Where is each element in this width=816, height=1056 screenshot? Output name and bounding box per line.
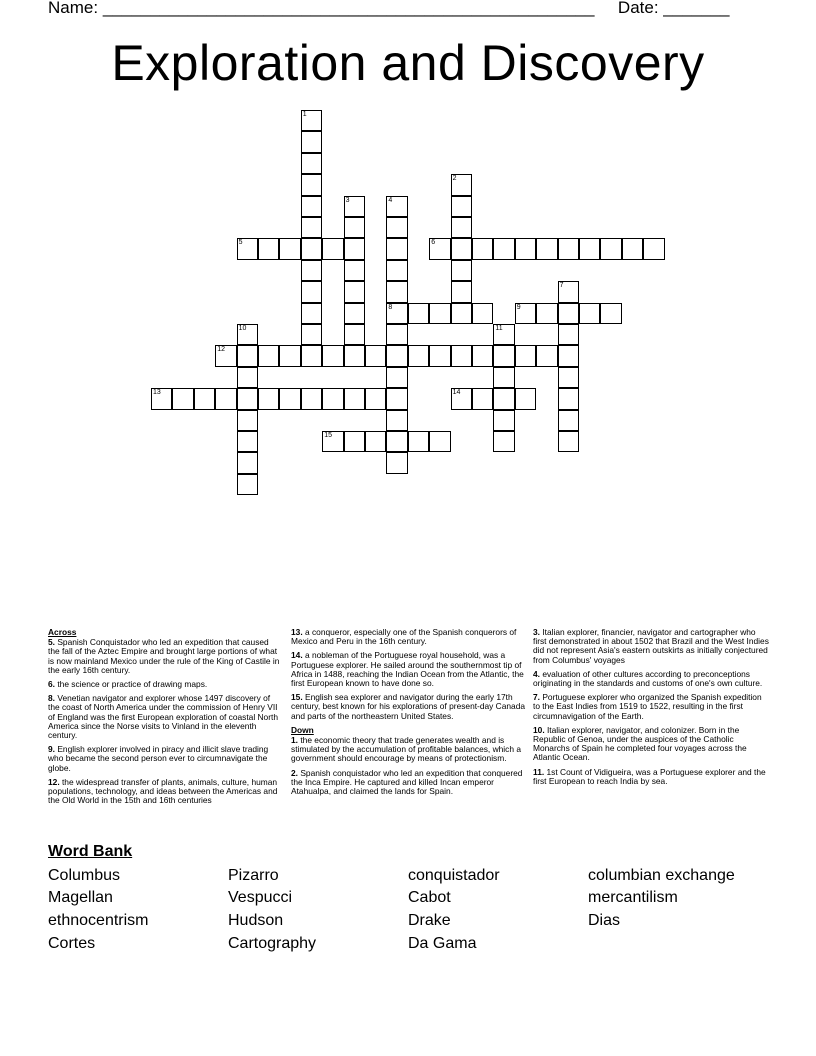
crossword-cell[interactable] — [237, 324, 258, 345]
crossword-cell[interactable] — [237, 238, 258, 259]
crossword-cell[interactable] — [301, 174, 322, 195]
crossword-cell[interactable] — [386, 260, 407, 281]
crossword-cell[interactable] — [579, 303, 600, 324]
crossword-cell[interactable] — [451, 260, 472, 281]
crossword-cell[interactable] — [301, 131, 322, 152]
crossword-cell[interactable] — [536, 303, 557, 324]
crossword-cell[interactable] — [451, 174, 472, 195]
clue-down-7: 7. Portuguese explorer who organized the Spanish expedition to the East Indies from 1519 to 1522, resulting in the first circumnavigation of the Earth. — [533, 692, 762, 721]
name-label: Name: — [48, 0, 99, 17]
crossword-cell[interactable] — [215, 388, 236, 409]
crossword-cell[interactable] — [558, 303, 579, 324]
crossword-cell[interactable] — [579, 238, 600, 259]
crossword-cell[interactable] — [558, 388, 579, 409]
crossword-cell[interactable] — [429, 431, 450, 452]
crossword-cell[interactable] — [237, 452, 258, 473]
word-bank-item: Drake — [408, 912, 451, 929]
clue-down-1: 1. the economic theory that trade generates wealth and is stimulated by the accumulation of profitable balances, which a government should encourage by means of protectionism. — [291, 735, 521, 764]
clue-down-3: 3. Italian explorer, financier, navigator and cartographer who first demonstrated in about 1502 that Brazil and the West Indies did not represent Asia's eastern outskirts as initially conjectured from Columbus' voyages — [533, 627, 769, 665]
crossword-cell[interactable] — [344, 260, 365, 281]
clue-across-15: 15. English sea explorer and navigator during the early 17th century, best known for his explorations of present-day Canada and parts of the northeastern United States. — [291, 692, 526, 721]
crossword-cell[interactable] — [472, 238, 493, 259]
crossword-cell[interactable] — [322, 431, 343, 452]
crossword-cell[interactable] — [386, 324, 407, 345]
crossword-cell[interactable] — [493, 238, 514, 259]
crossword-cell[interactable] — [151, 388, 172, 409]
crossword-cell[interactable] — [386, 388, 407, 409]
clue-number: 4 — [388, 196, 393, 204]
crossword-cell[interactable] — [301, 110, 322, 131]
crossword-cell[interactable] — [386, 281, 407, 302]
crossword-cell[interactable] — [279, 345, 300, 366]
name-blank[interactable]: ____________________________________________________ — [102, 0, 595, 17]
clue-across-6: 6. the science or practice of drawing maps. — [48, 679, 208, 690]
crossword-cell[interactable] — [322, 238, 343, 259]
crossword-cell[interactable] — [515, 238, 536, 259]
clues-column-1 — [48, 628, 280, 810]
clue-down-4: 4. evaluation of other cultures according to preconceptions originating in the standards and customs of one's own culture. — [533, 668, 763, 689]
crossword-cell[interactable] — [472, 303, 493, 324]
crossword-cell[interactable] — [558, 345, 579, 366]
crossword-cell[interactable] — [536, 345, 557, 366]
crossword-cell[interactable] — [301, 303, 322, 324]
clue-across-13: 13. a conqueror, especially one of the Spanish conquerors of Mexico and Peru in the 16th century. — [291, 627, 517, 647]
crossword-cell[interactable] — [237, 367, 258, 388]
word-bank-item: columbian exchange — [588, 867, 735, 884]
crossword-cell[interactable] — [194, 388, 215, 409]
word-bank-item: Cartography — [228, 935, 317, 952]
clue-across-14: 14. a nobleman of the Portuguese royal household, was a Portuguese explorer. He sailed around the southernmost tip of Africa in 1488, reaching the Indian Ocean from the Atlantic, the first European known to have done so. — [291, 650, 524, 689]
crossword-cell[interactable] — [451, 238, 472, 259]
crossword-cell[interactable] — [258, 238, 279, 259]
date-blank[interactable]: _______ — [663, 0, 730, 17]
clue-number: 9 — [516, 303, 521, 311]
crossword-cell[interactable] — [493, 388, 514, 409]
clue-down-10: 10. Italian explorer, navigator, and colonizer. Born in the Republic of Genoa, under the auspices of the Catholic Monarchs of Spain he completed four voyages across the Atlantic Ocean. — [533, 724, 747, 763]
crossword-cell[interactable] — [515, 345, 536, 366]
word-bank-item: Magellan — [48, 889, 113, 906]
crossword-cell[interactable] — [451, 303, 472, 324]
crossword-cell[interactable] — [493, 431, 514, 452]
word-bank-item: Cabot — [408, 889, 451, 906]
crossword-cell[interactable] — [344, 388, 365, 409]
crossword-cell[interactable] — [237, 431, 258, 452]
crossword-cell[interactable] — [643, 238, 664, 259]
crossword-cell[interactable] — [301, 153, 322, 174]
clue-number: 12 — [217, 346, 225, 354]
crossword-cell[interactable] — [365, 388, 386, 409]
crossword-cell[interactable] — [258, 345, 279, 366]
crossword-cell[interactable] — [386, 452, 407, 473]
date-label: Date: — [617, 0, 659, 17]
clue-number: 10 — [238, 325, 247, 332]
crossword-cell[interactable] — [558, 410, 579, 431]
crossword-cell[interactable] — [515, 303, 536, 324]
crossword-cell[interactable] — [279, 238, 300, 259]
crossword-cell[interactable] — [344, 217, 365, 238]
crossword-cell[interactable] — [301, 281, 322, 302]
crossword-cell[interactable] — [451, 196, 472, 217]
crossword-cell[interactable] — [386, 410, 407, 431]
clue-number: 14 — [452, 389, 461, 397]
crossword-cell[interactable] — [301, 345, 322, 366]
clue-number: 2 — [452, 175, 457, 183]
crossword-cell[interactable] — [237, 474, 258, 495]
crossword-cell[interactable] — [408, 431, 429, 452]
word-bank-item: Dias — [588, 912, 621, 929]
crossword-cell[interactable] — [429, 345, 450, 366]
word-bank-item: Hudson — [228, 912, 284, 929]
word-bank-item: Vespucci — [228, 889, 293, 906]
clue-number: 13 — [153, 389, 161, 397]
crossword-cell[interactable] — [558, 238, 579, 259]
crossword-cell[interactable] — [451, 388, 472, 409]
clue-across-8: 8. Venetian navigator and explorer whose 1497 discovery of the coast of North America under the commission of Henry VII of England was the first European exploration of coastal North America since the Norse visits to Vinland in the eleventh century. — [48, 693, 278, 741]
crossword-cell[interactable] — [622, 238, 643, 259]
down-heading: Down — [291, 724, 314, 735]
crossword-cell[interactable] — [322, 345, 343, 366]
clue-number: 5 — [238, 239, 243, 247]
across-heading: Across — [48, 627, 77, 637]
clues-column-2 — [291, 628, 525, 801]
crossword-cell[interactable] — [408, 303, 429, 324]
crossword-cell[interactable] — [386, 238, 407, 259]
crossword-cell[interactable] — [558, 281, 579, 302]
crossword-grid — [0, 0, 816, 520]
word-bank-title: Word Bank — [48, 843, 133, 860]
crossword-cell[interactable] — [301, 196, 322, 217]
crossword-cell[interactable] — [558, 431, 579, 452]
crossword-cell[interactable] — [344, 281, 365, 302]
clues-column-3 — [533, 628, 769, 791]
crossword-cell[interactable] — [279, 388, 300, 409]
crossword-cell[interactable] — [600, 238, 621, 259]
word-bank-item: ethnocentrism — [48, 912, 149, 929]
crossword-cell[interactable] — [344, 196, 365, 217]
crossword-cell[interactable] — [301, 238, 322, 259]
crossword-cell[interactable] — [344, 238, 365, 259]
word-bank-item: Columbus — [48, 867, 121, 884]
crossword-cell[interactable] — [172, 388, 193, 409]
crossword-cell[interactable] — [344, 324, 365, 345]
crossword-cell[interactable] — [558, 324, 579, 345]
word-bank-item: Da Gama — [408, 935, 477, 952]
clue-across-5: 5. Spanish Conquistador who led an expedition that caused the fall of the Aztec Empire and brought large portions of what is now mainland Mexico under the rule of the King of Castile in the early 16th century. — [48, 637, 280, 675]
crossword-cell[interactable] — [215, 345, 236, 366]
word-bank-item: mercantilism — [588, 889, 678, 906]
crossword-cell[interactable] — [493, 345, 514, 366]
crossword-cell[interactable] — [429, 303, 450, 324]
crossword-cell[interactable] — [408, 345, 429, 366]
word-bank-item: Cortes — [48, 935, 96, 952]
crossword-cell[interactable] — [237, 410, 258, 431]
crossword-cell[interactable] — [344, 303, 365, 324]
crossword-cell[interactable] — [344, 345, 365, 366]
page-title: Exploration and Discovery — [111, 35, 705, 91]
crossword-cell[interactable] — [258, 388, 279, 409]
crossword-cell[interactable] — [386, 303, 407, 324]
crossword-cell[interactable] — [536, 238, 557, 259]
crossword-cell[interactable] — [237, 345, 258, 366]
crossword-cell[interactable] — [386, 217, 407, 238]
crossword-cell[interactable] — [493, 367, 514, 388]
crossword-cell[interactable] — [237, 388, 258, 409]
clue-number: 15 — [324, 432, 332, 439]
clue-number: 7 — [559, 282, 564, 290]
word-bank-item: conquistador — [408, 867, 500, 884]
clue-across-9: 9. English explorer involved in piracy and illicit slave trading who became the second person ever to circumnavigate the globe. — [48, 744, 269, 773]
crossword-cell[interactable] — [515, 388, 536, 409]
crossword-cell[interactable] — [429, 238, 450, 259]
crossword-cell[interactable] — [301, 324, 322, 345]
crossword-cell[interactable] — [344, 431, 365, 452]
crossword-cell[interactable] — [386, 367, 407, 388]
crossword-cell[interactable] — [301, 260, 322, 281]
clue-across-12: 12. the widespread transfer of plants, animals, culture, human populations, technology, and ideas between the Americas and the Old World in the 15th and 16th centuries — [48, 776, 278, 806]
crossword-cell[interactable] — [451, 345, 472, 366]
clue-number: 3 — [345, 196, 350, 204]
crossword-cell[interactable] — [558, 367, 579, 388]
crossword-cell[interactable] — [365, 345, 386, 366]
crossword-cell[interactable] — [472, 388, 493, 409]
crossword-cell[interactable] — [365, 431, 386, 452]
clue-number: 11 — [495, 325, 503, 332]
crossword-cell[interactable] — [600, 303, 621, 324]
crossword-cell[interactable] — [451, 281, 472, 302]
crossword-cell[interactable] — [301, 388, 322, 409]
crossword-cell[interactable] — [451, 217, 472, 238]
crossword-cell[interactable] — [386, 431, 407, 452]
clue-down-11: 11. 1st Count of Vidigueira, was a Portuguese explorer and the first European to reach India by sea. — [533, 766, 766, 786]
crossword-cell[interactable] — [493, 410, 514, 431]
crossword-cell[interactable] — [386, 345, 407, 366]
crossword-cell[interactable] — [322, 388, 343, 409]
crossword-cell[interactable] — [301, 217, 322, 238]
clue-down-2: 2. Spanish conquistador who led an expedition that conquered the Inca Empire. He captured and killed Incan emperor Atahualpa, and claimed the lands for Spain. — [291, 767, 523, 797]
clue-number: 6 — [431, 239, 436, 247]
clue-number: 1 — [302, 111, 307, 118]
crossword-cell[interactable] — [493, 324, 514, 345]
word-bank-item: Pizarro — [228, 867, 279, 884]
crossword-cell[interactable] — [386, 196, 407, 217]
clue-number: 8 — [388, 303, 393, 311]
crossword-cell[interactable] — [472, 345, 493, 366]
